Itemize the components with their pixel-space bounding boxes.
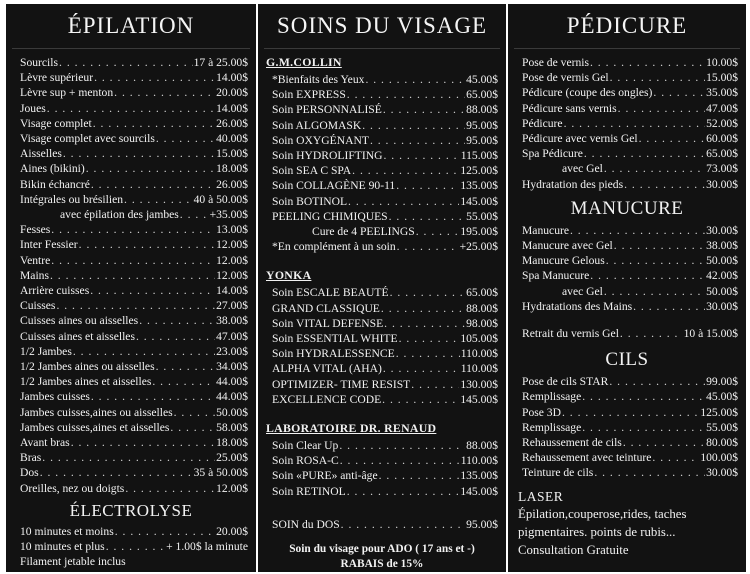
list-item xyxy=(6,435,256,450)
item-label: 1/2 Jambes aines ou aisselles xyxy=(20,360,155,374)
item-price: 88.00$ xyxy=(466,301,498,315)
item-label: Pose 3D xyxy=(522,405,561,419)
item-label: Soin VITAL DEFENSE xyxy=(272,316,384,330)
item-label: Teinture de cils xyxy=(522,466,594,480)
list-item xyxy=(6,450,256,465)
item-price: 45.00$ xyxy=(706,390,738,404)
list-item xyxy=(258,392,506,407)
item-label: Pose de cils STAR xyxy=(522,375,609,389)
list-item xyxy=(258,209,506,224)
item-price: 65.00$ xyxy=(466,88,498,102)
list-item xyxy=(258,163,506,178)
item-price: 65.00$ xyxy=(466,286,498,300)
item-price: 115.00$ xyxy=(460,149,498,163)
list-item xyxy=(6,237,256,252)
item-label: Ventre xyxy=(20,253,51,267)
item-price: 80.00$ xyxy=(706,436,738,450)
item-price: 130.00$ xyxy=(460,377,498,391)
cils-list xyxy=(508,374,746,480)
divider xyxy=(264,48,500,49)
list-item xyxy=(6,70,256,85)
ado-note-line2: RABAIS de 15% xyxy=(340,558,424,571)
item-price: 35 à 50.00$ xyxy=(193,466,248,480)
list-item xyxy=(6,359,256,374)
soins-column xyxy=(258,4,506,572)
item-label: Pédicure sans vernis xyxy=(522,101,617,115)
item-price: 55.00$ xyxy=(466,209,498,223)
item-price: 40.00$ xyxy=(216,132,248,146)
list-item xyxy=(508,55,746,70)
item-price: 110.00$ xyxy=(460,454,498,468)
list-item xyxy=(6,389,256,404)
item-price: 42.00$ xyxy=(706,269,738,283)
item-label: Pose de vernis Gel xyxy=(522,71,609,85)
item-price: 110.00$ xyxy=(460,347,498,361)
item-label: Soin SEA C SPA xyxy=(272,164,352,178)
item-label: *Bienfaits des Yeux xyxy=(272,73,365,86)
item-price: 23.00$ xyxy=(216,344,248,358)
item-label: SOIN du DOS xyxy=(272,517,340,531)
item-label: Soin HYDRALESSENCE xyxy=(272,347,395,361)
list-item xyxy=(6,268,256,283)
yonka-list xyxy=(258,285,506,407)
list-item xyxy=(6,465,256,480)
item-label: GRAND CLASSIQUE xyxy=(272,301,380,315)
list-item xyxy=(508,253,746,268)
list-item xyxy=(6,298,256,313)
item-price: 30.00$ xyxy=(706,223,738,237)
epilation-column xyxy=(6,4,256,572)
item-price: 10 à 15.00$ xyxy=(683,327,738,341)
item-label: Aines (bikini) xyxy=(20,162,85,176)
list-item xyxy=(258,224,506,239)
electrolyse-list xyxy=(6,524,256,554)
list-item xyxy=(258,133,506,148)
item-label: Cure de 4 PEELINGS xyxy=(312,225,415,239)
list-item xyxy=(6,329,256,344)
list-item xyxy=(258,468,506,483)
item-price: + 1.00$ la minute xyxy=(166,540,248,554)
list-item xyxy=(508,420,746,435)
item-label: Oreilles, nez ou doigts xyxy=(20,481,125,495)
item-label: Remplissage xyxy=(522,420,582,434)
item-label: 10 minutes et plus xyxy=(20,540,105,554)
item-price: 12.00$ xyxy=(216,238,248,252)
list-item xyxy=(508,238,746,253)
item-price: 47.00$ xyxy=(706,101,738,115)
item-label: OPTIMIZER- TIME RESIST xyxy=(272,377,411,391)
item-label: avec épilation des jambes xyxy=(60,208,179,222)
pedicure-title: PÉDICURE xyxy=(566,13,688,38)
item-price: 44.00$ xyxy=(216,375,248,389)
list-item xyxy=(258,438,506,453)
laser-line1: Épilation,couperose,rides, taches xyxy=(518,506,687,521)
item-price: 18.00$ xyxy=(216,436,248,450)
list-item xyxy=(508,85,746,100)
list-item xyxy=(508,101,746,116)
pedicure-column xyxy=(508,4,746,572)
item-price: 125.00$ xyxy=(460,164,498,178)
item-label: Retrait du vernis Gel xyxy=(522,327,619,341)
item-price: 98.00$ xyxy=(466,316,498,330)
item-label: Soin ESCALE BEAUTÉ xyxy=(272,286,389,300)
item-price: 26.00$ xyxy=(216,116,248,130)
item-price: 12.00$ xyxy=(216,268,248,282)
item-label: PEELING CHIMIQUES xyxy=(272,209,388,223)
laser-line3: Consultation Gratuite xyxy=(518,542,629,557)
item-label: Avant bras xyxy=(20,436,70,450)
item-price: +25.00$ xyxy=(459,240,498,254)
list-item xyxy=(258,331,506,346)
item-price: 14.00$ xyxy=(216,101,248,115)
item-label: Cuisses xyxy=(20,299,56,313)
item-label: 1/2 Jambes xyxy=(20,344,72,358)
list-item xyxy=(6,131,256,146)
item-price: 195.00$ xyxy=(460,225,498,239)
item-label: Dos xyxy=(20,466,39,480)
item-price: 105.00$ xyxy=(460,332,498,346)
item-price: 88.00$ xyxy=(466,439,498,453)
item-price: 99.00$ xyxy=(706,375,738,389)
list-item xyxy=(6,192,256,207)
item-price: 18.00$ xyxy=(216,162,248,176)
item-label: Soin «PURE» anti-âge xyxy=(272,469,378,483)
list-item xyxy=(258,239,506,254)
list-item xyxy=(508,326,746,341)
manucure-title: MANUCURE xyxy=(570,197,684,219)
item-label: Soin ROSA-C xyxy=(272,454,339,468)
list-item xyxy=(258,346,506,361)
item-label: Soin HYDROLIFTING xyxy=(272,149,383,163)
list-item xyxy=(508,146,746,161)
cils-title: CILS xyxy=(605,349,649,371)
item-price: 30.00$ xyxy=(706,299,738,313)
collin-list xyxy=(258,72,506,254)
item-price: 50.00$ xyxy=(706,254,738,268)
list-item xyxy=(258,194,506,209)
list-item xyxy=(6,539,256,554)
electrolyse-title: ÉLECTROLYSE xyxy=(69,500,193,520)
item-label: Soin PERSONNALISÉ xyxy=(272,103,382,117)
item-price: 45.00$ xyxy=(466,73,498,86)
soins-title: SOINS DU VISAGE xyxy=(276,13,488,38)
list-item xyxy=(6,55,256,70)
item-label: Soin OXYGÉNANT xyxy=(272,133,369,147)
item-label: Aisselles xyxy=(20,147,62,161)
item-label: Pédicure xyxy=(522,116,563,130)
list-item xyxy=(6,177,256,192)
list-item xyxy=(258,361,506,376)
item-price: 30.00$ xyxy=(706,177,738,191)
item-label: Hydratations des Mains xyxy=(522,299,633,313)
item-price: 135.00$ xyxy=(460,179,498,193)
list-item xyxy=(508,284,746,299)
list-item xyxy=(258,484,506,499)
item-label: Joues xyxy=(20,101,46,115)
epilation-title: ÉPILATION xyxy=(67,13,195,38)
laser-line2: pigmentaires. points de rubis... xyxy=(518,524,676,539)
item-price: 50.00$ xyxy=(216,405,248,419)
item-label: Lèvre supérieur xyxy=(20,71,94,85)
item-label: avec Gel xyxy=(562,284,603,298)
item-label: Jambes cuisses xyxy=(20,390,90,404)
item-price: 55.00$ xyxy=(706,420,738,434)
list-item xyxy=(258,377,506,392)
item-price: 14.00$ xyxy=(216,284,248,298)
item-label: Spa Pédicure xyxy=(522,147,583,161)
item-label: Visage complet xyxy=(20,116,92,130)
collin-heading: G.M.COLLIN xyxy=(266,55,342,69)
item-label: Bras xyxy=(20,451,42,465)
item-label: Hydratation des pieds xyxy=(522,177,624,191)
item-price: 17 à 25.00$ xyxy=(193,56,248,69)
item-price: 15.00$ xyxy=(706,71,738,85)
item-label: ALPHA VITAL (AHA) xyxy=(272,362,382,376)
list-item xyxy=(258,118,506,133)
item-price: 12.00$ xyxy=(216,481,248,495)
item-price: 13.00$ xyxy=(216,223,248,237)
list-item xyxy=(508,131,746,146)
item-label: Mains xyxy=(20,268,49,282)
list-item xyxy=(508,299,746,314)
item-label: Intégrales ou brésilien xyxy=(20,192,124,206)
item-label: Pédicure avec vernis Gel xyxy=(522,132,638,146)
item-price: 15.00$ xyxy=(216,147,248,161)
item-label: Visage complet avec sourcils xyxy=(20,132,155,146)
item-label: Rehaussement de cils xyxy=(522,436,622,450)
item-price: 35.00$ xyxy=(706,86,738,100)
item-price: 30.00$ xyxy=(706,466,738,480)
item-label: Soin COLLAGÈNE 90-11 xyxy=(272,179,396,193)
list-item xyxy=(508,389,746,404)
item-label: Cuisses aines ou aisselles xyxy=(20,314,139,328)
laser-title: LASER xyxy=(518,488,564,504)
item-label: 1/2 Jambes aines et aisselles xyxy=(20,375,152,389)
item-label: Soin BOTINOL xyxy=(272,194,348,208)
divider xyxy=(514,48,740,49)
item-price: 52.00$ xyxy=(706,116,738,130)
item-label: Pédicure (coupe des ongles) xyxy=(522,86,653,100)
item-price: 58.00$ xyxy=(216,420,248,434)
item-price: 40 à 50.00$ xyxy=(193,192,248,206)
item-label: Soin EXPRESS xyxy=(272,88,346,102)
item-label: Manucure Gelous xyxy=(522,254,605,268)
list-item xyxy=(258,148,506,163)
list-item xyxy=(6,116,256,131)
list-item xyxy=(258,72,506,87)
list-item xyxy=(508,161,746,176)
list-item xyxy=(508,374,746,389)
list-item xyxy=(6,405,256,420)
item-price: 73.00$ xyxy=(706,162,738,176)
item-label: Sourcils xyxy=(20,56,59,69)
item-label: Pose de vernis xyxy=(522,56,589,69)
list-item xyxy=(6,253,256,268)
item-label: Manucure avec Gel xyxy=(522,239,613,253)
item-price: 60.00$ xyxy=(706,132,738,146)
item-price: 44.00$ xyxy=(216,390,248,404)
list-item xyxy=(258,301,506,316)
list-item xyxy=(508,268,746,283)
item-label: 10 minutes et moins xyxy=(20,524,114,538)
item-price: 125.00$ xyxy=(700,405,738,419)
list-item xyxy=(6,146,256,161)
renaud-heading: LABORATOIRE DR. RENAUD xyxy=(266,421,437,436)
list-item xyxy=(508,116,746,131)
list-item xyxy=(6,344,256,359)
item-label: Rehaussement avec teinture xyxy=(522,451,652,465)
list-item xyxy=(508,405,746,420)
item-label: Soin ESSENTIAL WHITE xyxy=(272,332,398,346)
item-label: Inter Fessier xyxy=(20,238,78,252)
item-label: Jambes cuisses,aines ou aisselles xyxy=(20,405,173,419)
item-price: 95.00$ xyxy=(466,517,498,531)
item-price: 26.00$ xyxy=(216,177,248,191)
list-item xyxy=(6,313,256,328)
item-price: 145.00$ xyxy=(460,392,498,406)
item-price: 12.00$ xyxy=(216,253,248,267)
item-price: +35.00$ xyxy=(209,208,248,222)
list-item xyxy=(6,524,256,539)
item-price: 100.00$ xyxy=(700,451,738,465)
item-label: EXCELLENCE CODE xyxy=(272,392,382,406)
item-label: Remplissage xyxy=(522,390,582,404)
list-item xyxy=(258,178,506,193)
item-price: 135.00$ xyxy=(460,469,498,483)
item-price: 10.00$ xyxy=(706,56,738,69)
list-item xyxy=(6,283,256,298)
item-price: 14.00$ xyxy=(216,71,248,85)
list-item xyxy=(258,285,506,300)
item-label: Spa Manucure xyxy=(522,269,590,283)
item-price: 20.00$ xyxy=(216,86,248,100)
electrolyse-note: Filament jetable inclus xyxy=(20,555,126,569)
item-price: 95.00$ xyxy=(466,133,498,147)
item-price: 27.00$ xyxy=(216,299,248,313)
item-label: Lèvre sup + menton xyxy=(20,86,114,100)
item-label: *En complément à un soin xyxy=(272,240,396,254)
item-price: 25.00$ xyxy=(216,451,248,465)
list-item xyxy=(508,177,746,192)
renaud-list xyxy=(258,438,506,499)
list-item xyxy=(6,222,256,237)
item-price: 38.00$ xyxy=(706,239,738,253)
item-price: 95.00$ xyxy=(466,118,498,132)
pedicure-list xyxy=(508,55,746,192)
item-price: 110.00$ xyxy=(460,362,498,376)
list-item xyxy=(6,85,256,100)
item-price: 88.00$ xyxy=(466,103,498,117)
item-label: Cuisses aines et aisselles xyxy=(20,329,135,343)
item-price: 38.00$ xyxy=(216,314,248,328)
list-item xyxy=(508,70,746,85)
manucure-list xyxy=(508,223,746,314)
list-item xyxy=(508,223,746,238)
item-label: Arrière cuisses xyxy=(20,284,90,298)
list-item xyxy=(258,517,506,532)
item-price: 145.00$ xyxy=(460,194,498,208)
list-item xyxy=(258,87,506,102)
item-label: Jambes cuisses,aines et aisselles xyxy=(20,420,170,434)
item-price: 50.00$ xyxy=(706,284,738,298)
list-item xyxy=(6,481,256,496)
list-item xyxy=(508,450,746,465)
list-item xyxy=(508,435,746,450)
list-item xyxy=(6,207,256,222)
list-item xyxy=(258,453,506,468)
list-item xyxy=(6,374,256,389)
item-label: Soin RETINOL xyxy=(272,484,346,498)
list-item xyxy=(508,465,746,480)
yonka-heading: YONKA xyxy=(266,268,312,283)
item-price: 20.00$ xyxy=(216,524,248,538)
item-label: Bikin échancré xyxy=(20,177,90,191)
item-price: 65.00$ xyxy=(706,147,738,161)
item-label: avec Gel xyxy=(562,162,603,176)
item-label: Manucure xyxy=(522,223,569,237)
list-item xyxy=(258,102,506,117)
list-item xyxy=(6,420,256,435)
list-item xyxy=(6,161,256,176)
epilation-list xyxy=(6,55,256,496)
item-price: 34.00$ xyxy=(216,360,248,374)
list-item xyxy=(6,101,256,116)
list-item xyxy=(258,316,506,331)
ado-note-line1: Soin du visage pour ADO ( 17 ans et -) xyxy=(289,543,475,556)
item-price: 145.00$ xyxy=(460,484,498,498)
item-label: Soin Clear Up xyxy=(272,439,339,453)
item-label: Soin ALGOMASK xyxy=(272,118,362,132)
item-label: Fesses xyxy=(20,223,51,237)
item-price: 47.00$ xyxy=(216,329,248,343)
divider xyxy=(12,48,250,49)
